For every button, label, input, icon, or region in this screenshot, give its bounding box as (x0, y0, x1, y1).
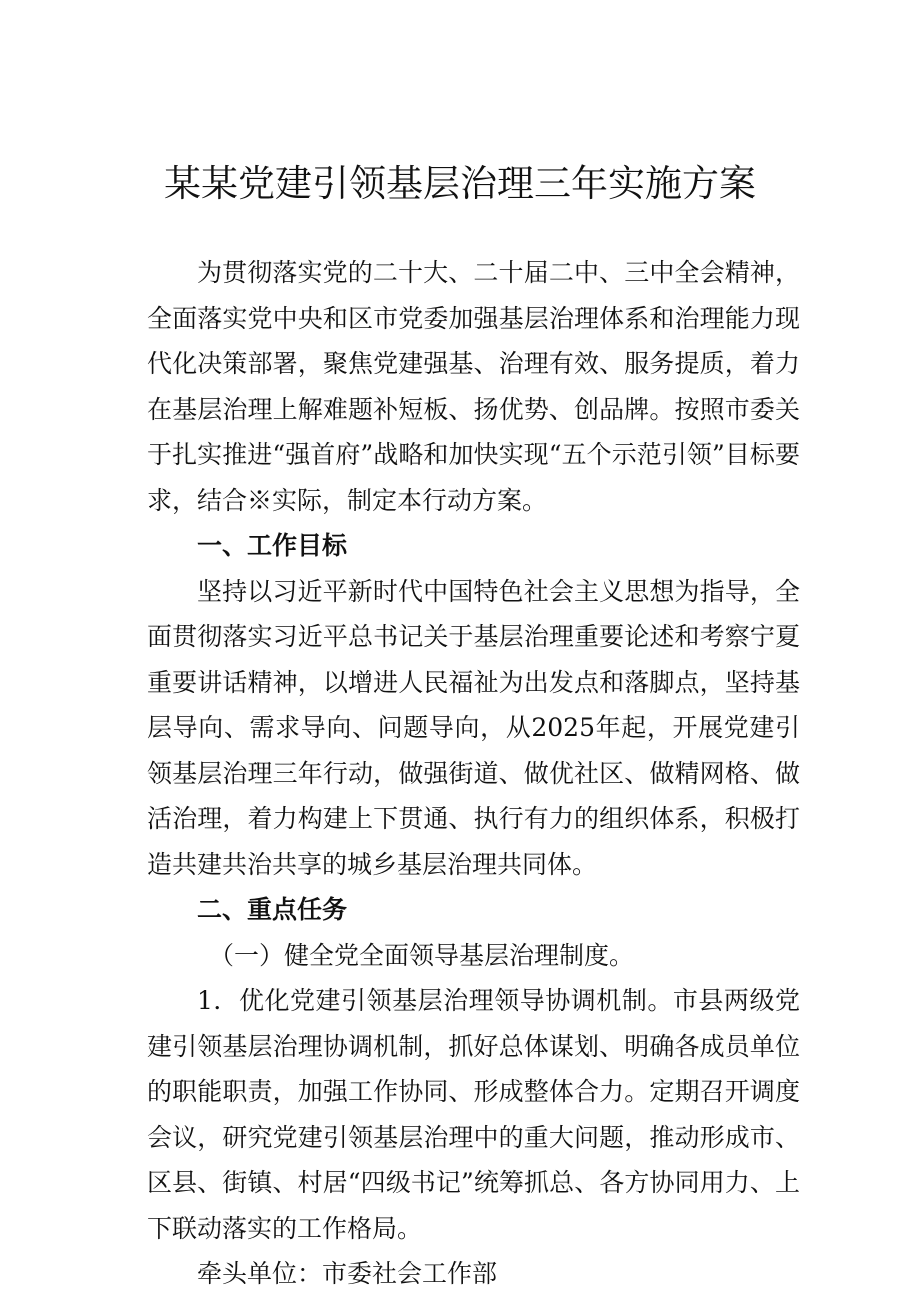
subsection-heading-1: （一）健全党全面领导基层治理制度。 (209, 940, 635, 970)
intro-paragraph: 为贯彻落实党的二十大、二十届二中、三中全会精神，全面落实党中央和区市党委加强基层治理体系和治理能力现代化决策部署，聚焦党建强基、治理有效、服务提质，着力在基层治理上解难题补短板、扬优势、创品牌。按照市委关于扎实推进“强首府”战略和加快实现“五个示范引领”目标要求，结合※实际，制定本行动方案。 (147, 258, 800, 515)
goals-paragraph: 坚持以习近平新时代中国特色社会主义思想为指导，全面贯彻落实习近平总书记关于基层治理重要论述和考察宁夏重要讲话精神，以增进人民福祉为出发点和落脚点，坚持基层导向、需求导向、问题导向，从2025年起，开展党建引领基层治理三年行动，做强街道、做优社区、做精网格、做活治理，着力构建上下贯通、执行有力的组织体系，积极打造共建共治共享的城乡基层治理共同体。 (147, 576, 800, 879)
lead-unit-line: 牵头单位：市委社会工作部 (197, 1259, 498, 1288)
section-heading-tasks: 二、重点任务 (197, 895, 348, 924)
task-item-1: 1．优化党建引领基层治理领导协调机制。市县两级党建引领基层治理协调机制，抓好总体谋划、明确各成员单位的职能职责，加强工作协同、形成整体合力。定期召开调度会议，研究党建引领基层治理中的重大问题，推动形成市、区县、街镇、村居“四级书记”统筹抓总、各方协同用力、上下联动落实的工作格局。 (147, 986, 800, 1243)
document-title: 某某党建引领基层治理三年实施方案 (164, 162, 756, 205)
document-body (147, 250, 800, 1297)
section-heading-goals: 一、工作目标 (197, 531, 348, 560)
